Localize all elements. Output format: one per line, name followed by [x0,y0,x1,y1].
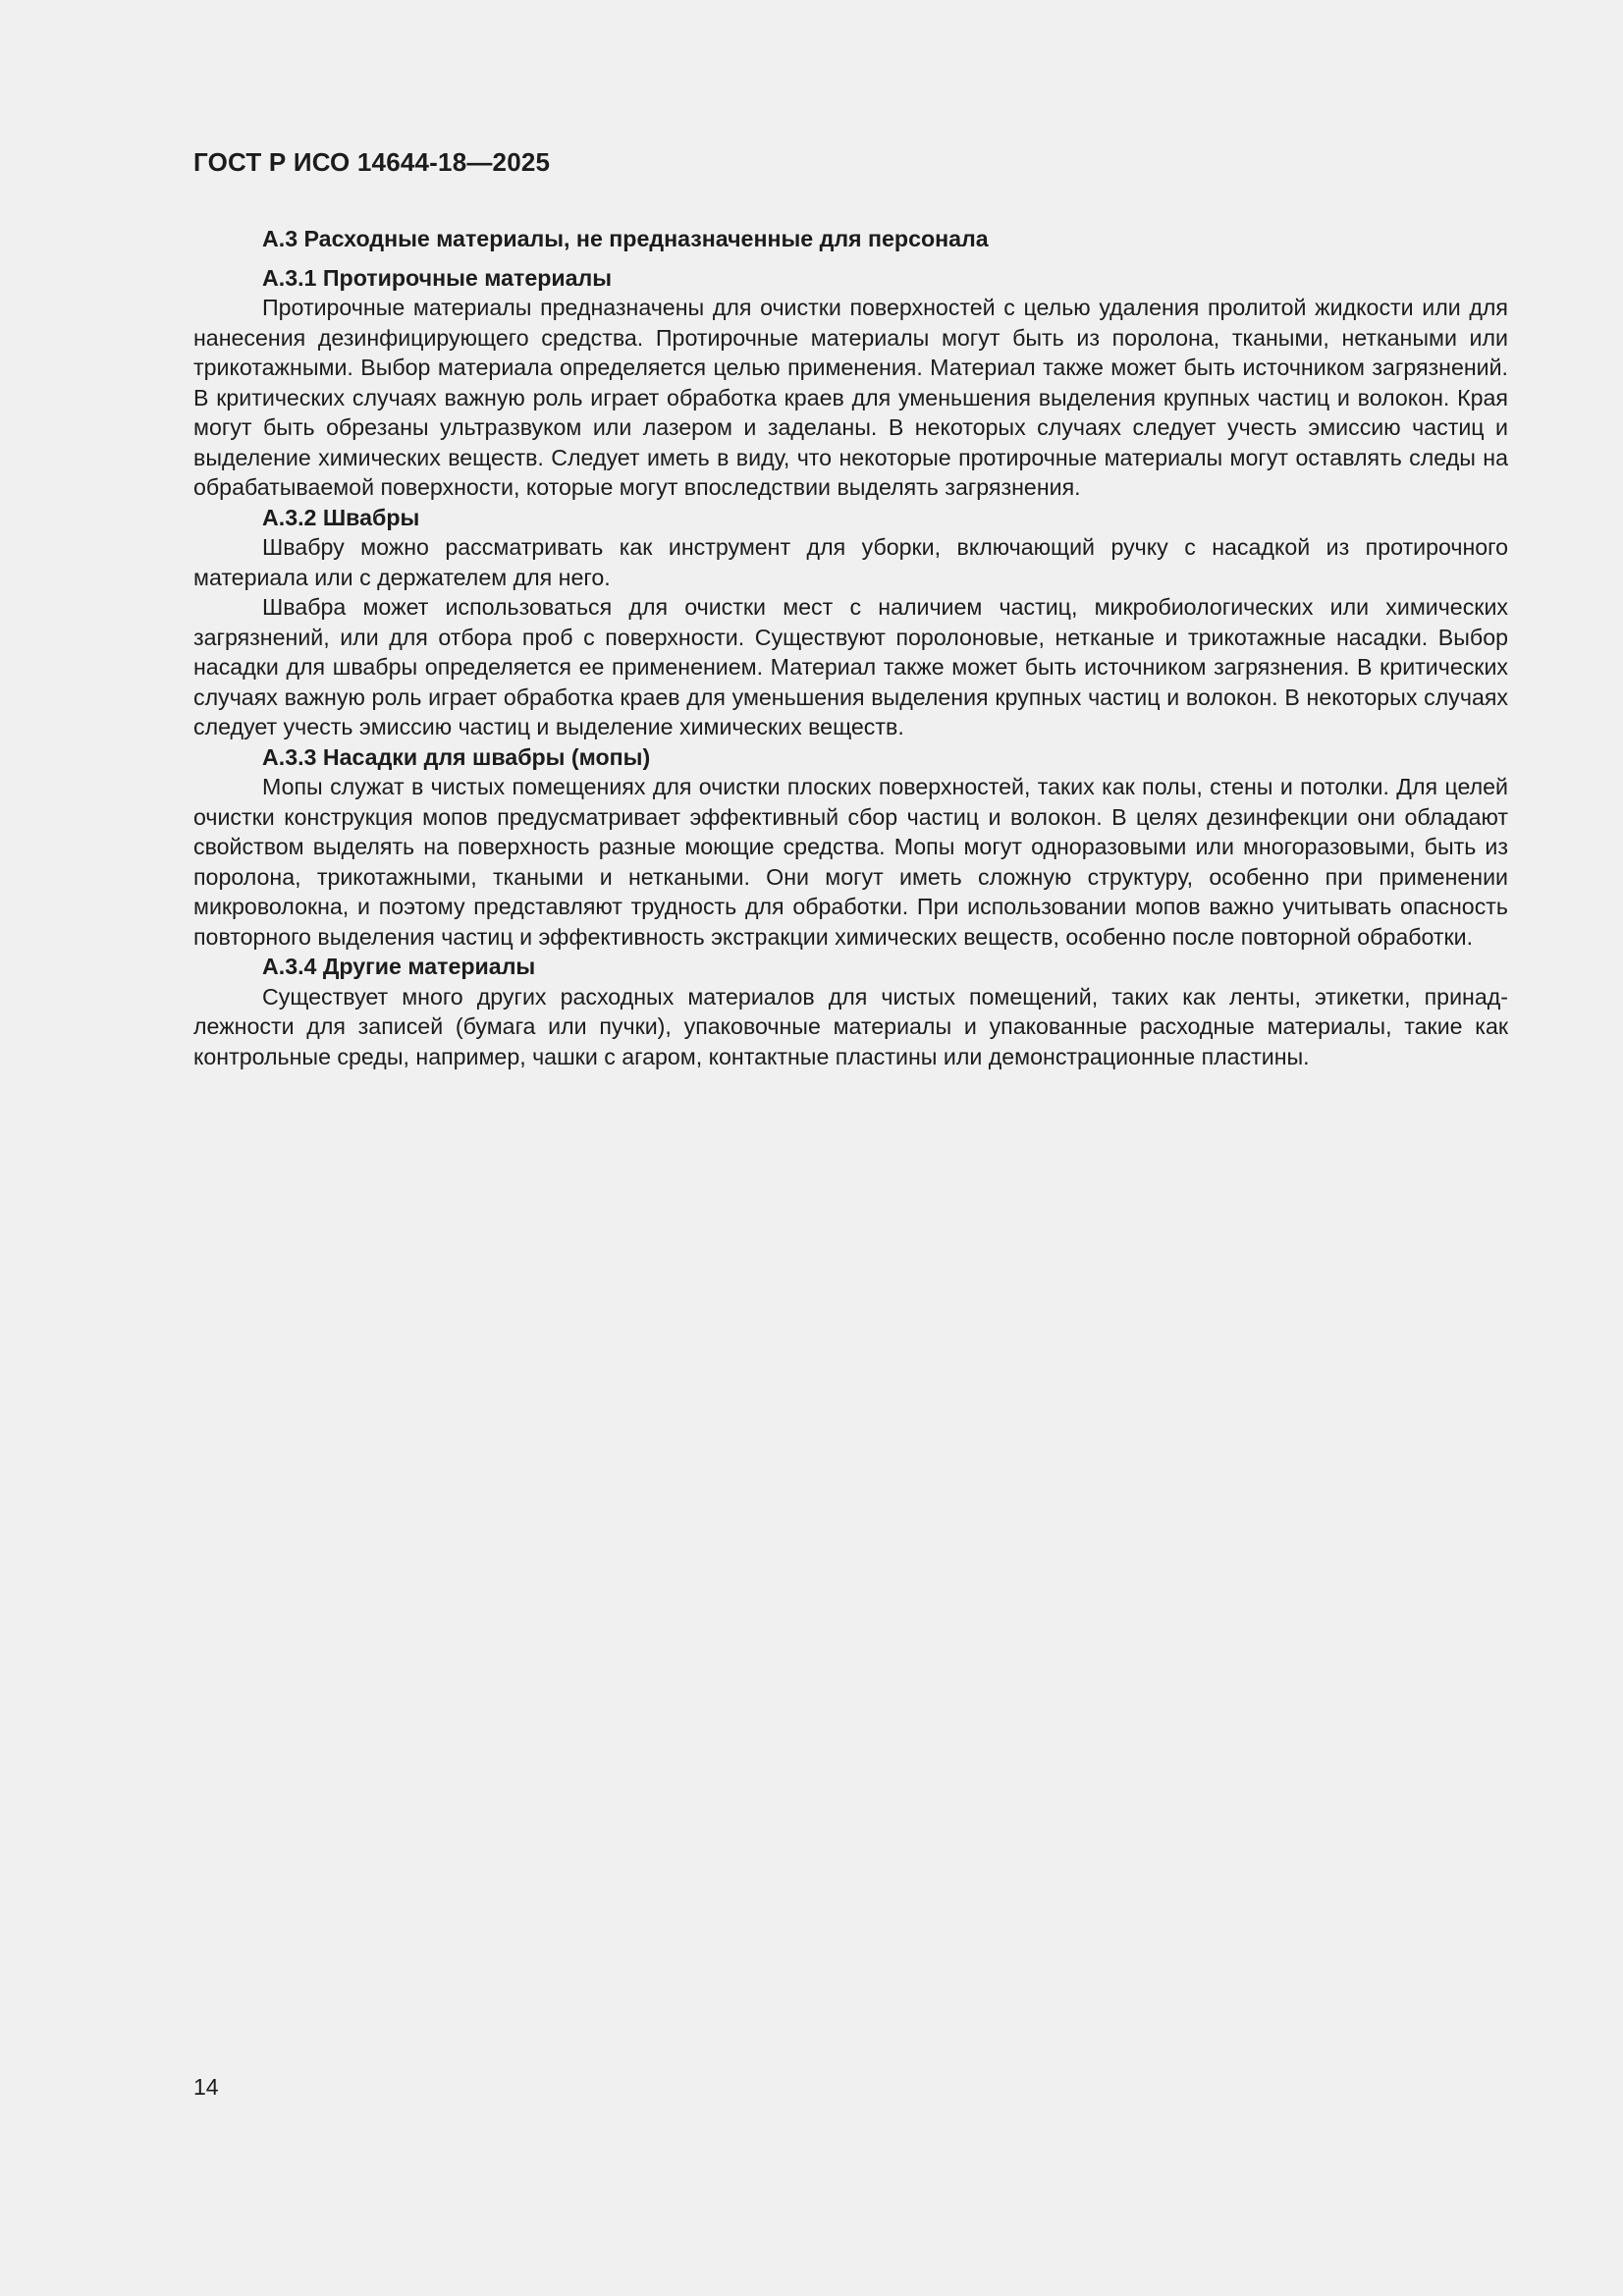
paragraph: Швабру можно рассматривать как инструмент для уборки, включающий ручку с насадкой из протирочного материала или с держателем для него. [193,534,1508,590]
document-code-header: ГОСТ Р ИСО 14644-18—2025 [193,147,551,177]
paragraph: Существует много других расходных материалов для чистых помещений, таких как ленты, этикетки, принадлежности для записей (бумага или пучки), упаковочные материалы и упакованные расходные материалы, такие как контрольные среды, например, чашки с агаром, контактные пластины или демонстрационные пластины. [193,983,1508,1069]
subsection-a31 [193,263,1508,503]
subsection-a34 [193,952,1508,1071]
main-content [193,224,1508,1071]
subsection-a33 [193,742,1508,953]
subsection-title: А.3.1 Протирочные материалы [262,264,613,291]
subsection-title: А.3.3 Насадки для швабры (мопы) [262,743,651,770]
subsection-a32 [193,503,1508,742]
paragraph: Протирочные материалы предназначены для очистки поверхностей с целью удаления пролитой жидкости или для нанесения дезинфицирующего средства. Протирочные материалы могут быть из поролона, ткаными, неткаными или трикотажными. Выбор материала определяется целью применения. Материал также может быть источником загрязнений. В критических случаях важную роль играет обработка краев для уменьшения выделения крупных частиц и волокон. Края могут быть обрезаны ультразвуком или лазером и заделаны. В некоторых случаях следует учесть эмиссию частиц и выделение химических веществ. Следует иметь в виду, что некоторые протирочные материалы могут оставлять следы на обрабатываемой поверхности, которые могут впоследствии выделять загрязнения. [193,295,1508,500]
paragraph: Швабра может использоваться для очистки мест с наличием частиц, микробиологических или химических загрязнений, или для отбора проб с поверхности. Существуют поролоновые, нетканые и трикотажные насадки. Выбор насадки для швабры определяется ее применением. Материал также может быть источником загрязнения. В критических случаях важную роль играет обработка краев для уменьшения выделения крупных частиц и волокон. В некоторых случаях следует учесть эмиссию частиц и выделение химических веществ. [193,594,1508,739]
page-number: 14 [193,2074,219,2100]
section-title: А.3 Расходные материалы, не предназначенные для персонала [262,226,989,251]
paragraph: Мопы служат в чистых помещениях для очистки плоских поверхностей, таких как полы, стены и потолки. Для целей очистки конструкция мопов предусматривает эффективный сбор частиц и волокон. В целях дезинфекции они обладают свойством выделять на поверхность разные моющие средства. Мопы могут одноразовыми или многоразовыми, быть из поролона, трикотажными, ткаными и неткаными. Они могут иметь сложную структуру, особенно при применении микроволокна, и поэтому представляют трудность для обработки. При использовании мопов важно учитывать опасность повторного выделения частиц и эффективность экстракции химических веществ, особенно после повторной обработки. [193,774,1508,950]
subsection-title: А.3.4 Другие материалы [262,954,536,979]
subsection-title: А.3.2 Швабры [262,504,420,530]
